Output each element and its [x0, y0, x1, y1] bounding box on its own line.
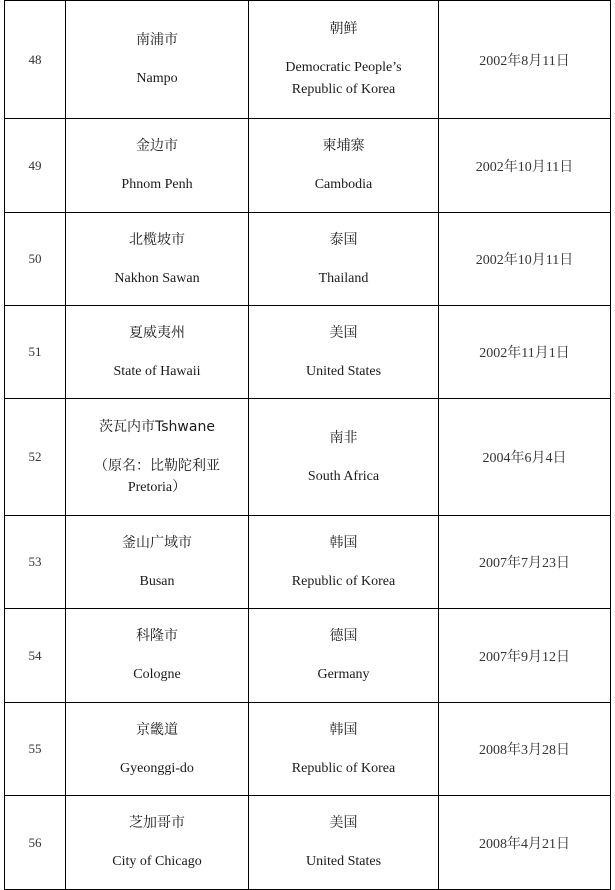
country-name-en: Thailand	[318, 270, 369, 286]
country-name-cn: 泰国	[329, 231, 358, 248]
city-name-cn: 科隆市	[136, 628, 178, 644]
country-name-en: United States	[305, 363, 382, 379]
city-name-cn: 京畿道	[136, 721, 178, 738]
row-number: 56	[5, 796, 66, 890]
row-number: 51	[5, 306, 66, 399]
city-former-name-line-2: Pretoria）	[127, 479, 187, 495]
city-name-cn: 北榄坡市	[129, 231, 185, 248]
date-cell: 2008年3月28日	[439, 703, 611, 796]
city-name-en: Cologne	[133, 667, 181, 682]
country-name-cn: 韩国	[329, 721, 358, 738]
country-cell	[249, 306, 439, 399]
row-number: 55	[5, 703, 66, 796]
date-cell: 2002年10月11日	[439, 213, 611, 306]
row-number: 53	[5, 516, 66, 609]
city-name-cn: 芝加哥市	[129, 815, 185, 831]
city-name-en: Gyeonggi-do	[120, 760, 194, 776]
country-cell	[249, 213, 439, 306]
city-cell	[66, 213, 249, 306]
country-name-en-line-2: Republic of Korea	[291, 82, 396, 97]
city-cell	[66, 1, 249, 119]
country-name-cn: 美国	[329, 324, 358, 341]
country-name-en: Republic of Korea	[291, 760, 396, 776]
city-name-en: State of Hawaii	[113, 363, 201, 379]
country-name-cn: 柬埔寨	[322, 138, 365, 154]
country-name-cn: 德国	[329, 628, 358, 644]
table-row	[5, 609, 611, 703]
date-cell: 2002年10月11日	[439, 119, 611, 213]
city-name-en: Nakhon Sawan	[114, 270, 200, 286]
city-cell	[66, 516, 249, 609]
table-row	[5, 703, 611, 796]
city-name-cn: 茨瓦内市Tshwane	[99, 418, 215, 435]
row-number: 49	[5, 119, 66, 213]
row-number: 48	[5, 1, 66, 119]
country-name-cn: 朝鲜	[329, 21, 358, 37]
city-cell	[66, 119, 249, 213]
country-cell	[249, 119, 439, 213]
date-cell: 2008年4月21日	[439, 796, 611, 890]
country-cell	[249, 609, 439, 703]
city-name-cn: 夏威夷州	[129, 324, 185, 341]
city-cell	[66, 399, 249, 516]
date-cell: 2007年9月12日	[439, 609, 611, 703]
row-number: 50	[5, 213, 66, 306]
country-name-cn: 南非	[329, 429, 358, 446]
table-row	[5, 399, 611, 516]
country-cell	[249, 703, 439, 796]
city-cell	[66, 703, 249, 796]
city-name-en: City of Chicago	[112, 854, 202, 869]
city-name-cn: 南浦市	[136, 32, 178, 48]
country-name-en-line-1: Democratic People’s	[285, 60, 402, 75]
city-former-name-line-1: （原名：比勒陀利亚	[94, 457, 220, 474]
table-row	[5, 796, 611, 890]
country-name-en: South Africa	[307, 468, 380, 484]
table-row	[5, 1, 611, 119]
sister-cities-table-wrapper	[4, 0, 610, 890]
table-row	[5, 516, 611, 609]
country-name-en: Germany	[317, 667, 370, 682]
country-cell	[249, 399, 439, 516]
city-name-en: Phnom Penh	[121, 177, 193, 192]
country-name-cn: 美国	[329, 815, 358, 831]
country-cell	[249, 1, 439, 119]
date-cell: 2004年6月4日	[439, 399, 611, 516]
country-name-en: United States	[305, 854, 382, 869]
city-name-cn: 金边市	[136, 138, 178, 154]
city-name-cn: 釜山广域市	[122, 534, 192, 551]
country-name-en: Cambodia	[314, 177, 373, 192]
country-cell	[249, 516, 439, 609]
table-row	[5, 119, 611, 213]
row-number: 54	[5, 609, 66, 703]
date-cell: 2002年11月1日	[439, 306, 611, 399]
city-cell	[66, 796, 249, 890]
city-cell	[66, 306, 249, 399]
date-cell: 2007年7月23日	[439, 516, 611, 609]
city-name-en: Nampo	[136, 71, 178, 86]
country-name-cn: 韩国	[329, 534, 358, 551]
row-number: 52	[5, 399, 66, 516]
country-cell	[249, 796, 439, 890]
city-name-en: Busan	[139, 573, 175, 589]
date-cell: 2002年8月11日	[439, 1, 611, 119]
sister-cities-table	[4, 0, 611, 890]
city-cell	[66, 609, 249, 703]
table-row	[5, 213, 611, 306]
country-name-en: Republic of Korea	[291, 573, 396, 589]
table-row	[5, 306, 611, 399]
